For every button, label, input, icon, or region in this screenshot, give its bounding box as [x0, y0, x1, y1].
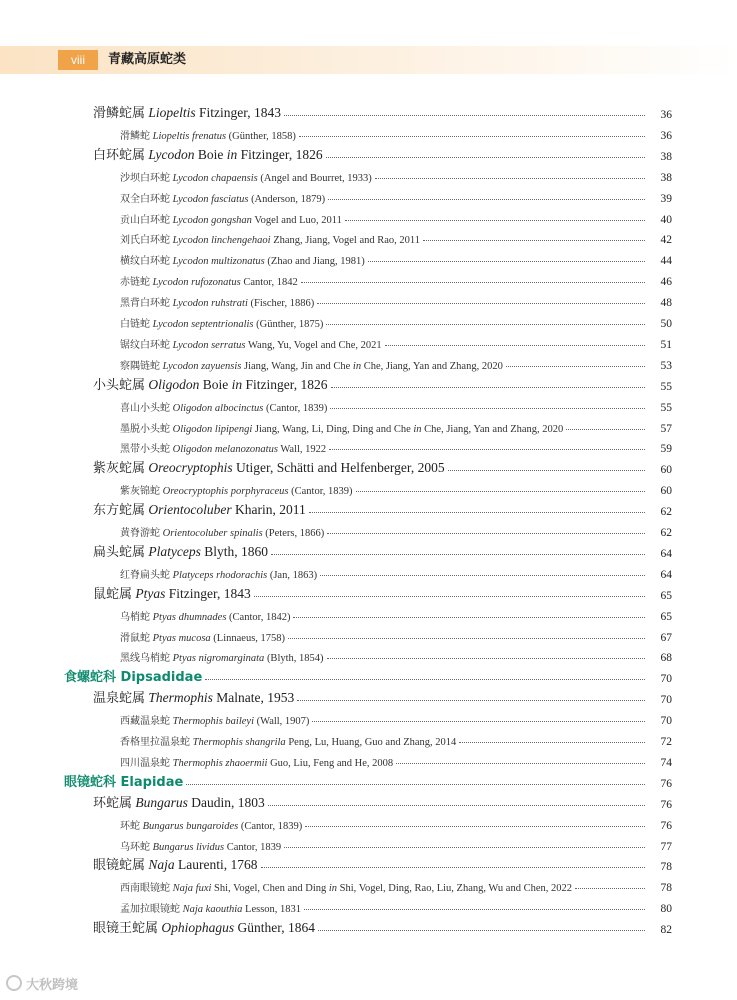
scientific-name: Orientocoluber spinalis: [162, 528, 263, 539]
entry-label: [93, 854, 258, 873]
page-ref: 80: [660, 903, 672, 916]
dot-leader: [326, 156, 645, 158]
entry-label: [120, 838, 281, 853]
authority: (Fischer, 1886): [250, 298, 315, 310]
scientific-name: Lycodon rufozonatus: [152, 277, 241, 289]
authority: Guo, Liu, Feng and He, 2008: [270, 757, 394, 769]
toc-entry-species[interactable]: [120, 267, 672, 288]
page-ref: 39: [660, 192, 672, 205]
scientific-name: Ptyas dhumnades: [152, 611, 227, 623]
toc-entry-species[interactable]: [120, 873, 672, 894]
scientific-name: Naja kaouthia: [182, 904, 243, 916]
dot-leader: [448, 469, 645, 471]
chinese-name: 眼镜蛇属: [93, 858, 146, 874]
scientific-name: Lycodon linchengehaoi: [172, 235, 271, 247]
chinese-name: 眼镜蛇科: [64, 774, 117, 790]
toc-entry-species[interactable]: [120, 163, 672, 184]
entry-label: [120, 566, 317, 581]
dot-leader: [385, 344, 645, 346]
page-ref: 74: [660, 756, 672, 769]
scientific-name: Dipsadidae: [120, 670, 203, 686]
logo-ring-icon: [6, 975, 22, 991]
authority: Daudin, 1803: [191, 794, 265, 810]
toc-entry-species[interactable]: [120, 225, 672, 246]
scientific-name: Lycodon zayuensis: [162, 360, 242, 372]
entry-label: [64, 666, 202, 685]
dot-leader: [330, 407, 645, 409]
toc-entry-species[interactable]: [120, 330, 672, 351]
page-ref: 55: [660, 380, 672, 393]
chinese-name: 紫灰蛇属: [93, 461, 146, 477]
chinese-name: 西藏温泉蛇: [120, 716, 170, 728]
page-ref: 38: [660, 171, 672, 184]
dot-leader: [309, 511, 645, 513]
chinese-name: 滑鳞蛇属: [93, 106, 146, 121]
scientific-name: Naja fuxi: [172, 883, 212, 895]
toc-entry-species[interactable]: [120, 706, 672, 727]
page-ref: 65: [660, 589, 672, 602]
chinese-name: 刘氏白环蛇: [120, 235, 170, 247]
chinese-name: 黑带小头蛇: [120, 444, 170, 456]
scientific-name: Platyceps rhodorachis: [172, 569, 268, 581]
page-ref: 64: [660, 547, 672, 560]
scientific-name: Platyceps: [148, 543, 201, 559]
authority: (Zhao and Jiang, 1981): [267, 256, 365, 268]
authority: Fitzinger, 1843: [199, 105, 281, 120]
entry-label: [93, 541, 268, 560]
entry-label: [120, 754, 393, 769]
page-number-badge: viii: [58, 50, 98, 70]
chinese-name: 喜山小头蛇: [120, 402, 170, 414]
page-ref: 77: [660, 840, 672, 853]
entry-label: [93, 687, 294, 706]
page-ref: 78: [660, 882, 672, 895]
toc-entry-genus[interactable]: [93, 915, 672, 936]
chinese-name: 温泉蛇属: [93, 691, 146, 707]
dot-leader: [566, 428, 645, 430]
dot-leader: [299, 135, 645, 137]
scientific-name: Oligodon albocinctus: [172, 402, 264, 414]
toc-entry-species[interactable]: [120, 288, 672, 309]
chinese-name: 食螺蛇科: [64, 670, 117, 686]
page-ref: 67: [660, 631, 672, 644]
chinese-name: 四川温泉蛇: [120, 757, 170, 769]
entry-label: [120, 629, 285, 644]
authority: Boie in Fitzinger, 1826: [202, 376, 328, 392]
scientific-name: Lycodon septentrionalis: [152, 319, 254, 330]
dot-leader: [317, 302, 645, 304]
toc-entry-species[interactable]: [120, 205, 672, 226]
scientific-name: Bungarus lividus: [152, 841, 225, 853]
scientific-name: Thermophis shangrila: [192, 737, 286, 748]
page-ref: 36: [660, 129, 672, 142]
scientific-name: Bungarus bungaroides: [142, 820, 239, 832]
toc-entry-genus[interactable]: [93, 581, 672, 602]
scientific-name: Orientocoluber: [148, 502, 232, 518]
page-ref: 70: [660, 715, 672, 728]
page-ref: 64: [660, 568, 672, 581]
entry-label: [120, 336, 382, 351]
dot-leader: [331, 386, 646, 388]
chinese-name: 扁头蛇属: [93, 544, 146, 560]
page-ref: 78: [660, 861, 672, 874]
entry-label: [120, 315, 323, 330]
watermark-text: 大秋跨境: [26, 977, 79, 993]
dot-leader: [320, 574, 645, 576]
authority: (Günther, 1858): [228, 130, 296, 142]
toc-entry-species[interactable]: [120, 184, 672, 205]
running-header: [0, 46, 737, 74]
scientific-name: Thermophis zhaoermii: [172, 757, 268, 769]
entry-label: [64, 771, 183, 790]
entry-label: [93, 583, 251, 602]
authority: Blyth, 1860: [204, 543, 269, 559]
toc-entry-species[interactable]: [120, 623, 672, 644]
scientific-name: Oligodon lipipengi: [172, 423, 253, 435]
authority: (Jan, 1863): [269, 569, 318, 581]
scientific-name: Liopeltis: [148, 105, 196, 120]
dot-leader: [305, 825, 645, 827]
entry-label: [120, 879, 572, 894]
toc-entry-genus[interactable]: [93, 372, 672, 393]
chinese-name: 黄脊游蛇: [120, 528, 160, 539]
toc-entry-genus[interactable]: [93, 142, 672, 163]
entry-label: [120, 524, 324, 539]
toc-entry-species[interactable]: [120, 832, 672, 853]
dot-leader: [254, 595, 645, 597]
toc-entry-species[interactable]: [120, 246, 672, 267]
entry-label: [120, 608, 290, 623]
toc-entry-genus[interactable]: [93, 685, 672, 706]
chinese-name: 锯纹白环蛇: [120, 339, 170, 351]
authority: Lesson, 1831: [245, 904, 302, 916]
toc-entry-species[interactable]: [120, 121, 672, 142]
entry-label: [93, 374, 328, 393]
chinese-name: 东方蛇属: [93, 503, 146, 519]
scientific-name: Lycodon serratus: [172, 339, 246, 351]
chinese-name: 环蛇属: [93, 795, 133, 811]
authority: (Cantor, 1839): [265, 402, 328, 414]
authority: Shi, Vogel, Chen and Ding in Shi, Vogel, Ding, Rao, Liu, Zhang, Wu and Chen, 2022: [214, 883, 572, 895]
scientific-name: Ptyas mucosa: [152, 632, 211, 644]
chinese-name: 乌环蛇: [120, 841, 150, 853]
watermark: [6, 972, 106, 994]
entry-label: [93, 917, 315, 936]
chinese-name: 白链蛇: [120, 319, 150, 330]
page-ref: 40: [660, 213, 672, 226]
dot-leader: [304, 908, 645, 910]
dot-leader: [318, 929, 645, 931]
page-ref: 76: [660, 777, 672, 790]
dot-leader: [356, 490, 645, 492]
chinese-name: 双全白环蛇: [120, 193, 170, 205]
chinese-name: 滑鼠蛇: [120, 632, 150, 644]
chinese-name: 黑背白环蛇: [120, 298, 170, 310]
scientific-name: Thermophis: [148, 690, 213, 706]
authority: Jiang, Wang, Li, Ding, Ding and Che in Che, Jiang, Yan and Zhang, 2020: [254, 423, 564, 435]
page-ref: 76: [660, 798, 672, 811]
page-ref: 38: [660, 150, 672, 163]
book-title: 青藏高原蛇类: [108, 52, 187, 67]
page-ref: 48: [660, 297, 672, 310]
chinese-name: 紫灰锦蛇: [120, 486, 160, 498]
entry-label: [120, 420, 563, 435]
dot-leader: [396, 762, 645, 764]
entry-label: [93, 457, 445, 476]
authority: Jiang, Wang, Jin and Che in Che, Jiang, Yan and Zhang, 2020: [243, 360, 503, 372]
toc-entry-species[interactable]: [120, 518, 672, 539]
dot-leader: [284, 114, 645, 116]
chinese-name: 孟加拉眼镜蛇: [120, 904, 180, 916]
page-ref: 44: [660, 255, 672, 268]
scientific-name: Lycodon fasciatus: [172, 193, 249, 205]
entry-label: [93, 792, 265, 811]
page-ref: 70: [660, 694, 672, 707]
dot-leader: [312, 720, 645, 722]
dot-leader: [297, 699, 645, 701]
entry-label: [120, 294, 314, 309]
page-ref: 62: [660, 506, 672, 519]
toc-entry-species[interactable]: [120, 476, 672, 497]
dot-leader: [506, 365, 645, 367]
authority: (Angel and Bourret, 1933): [260, 172, 372, 184]
authority: (Wall, 1907): [256, 716, 310, 728]
authority: (Cantor, 1839): [240, 820, 303, 832]
scientific-name: Lycodon multizonatus: [172, 256, 265, 268]
dot-leader: [261, 866, 645, 868]
entry-label: [120, 231, 420, 246]
toc-entry-genus[interactable]: [93, 852, 672, 873]
entry-label: [120, 482, 353, 497]
dot-leader: [575, 887, 645, 889]
toc-entry-genus[interactable]: [93, 790, 672, 811]
chinese-name: 察隅链蛇: [120, 360, 160, 372]
chinese-name: 鼠蛇属: [93, 586, 133, 602]
chinese-name: 西南眼镜蛇: [120, 883, 170, 895]
page-ref: 76: [660, 819, 672, 832]
dot-leader: [459, 741, 645, 743]
authority: Kharin, 2011: [235, 502, 306, 518]
dot-leader: [288, 637, 645, 639]
chinese-name: 黑线乌梢蛇: [120, 653, 170, 665]
toc-entry-species[interactable]: [120, 434, 672, 455]
entry-label: [120, 169, 372, 184]
page-ref: 68: [660, 652, 672, 665]
page-ref: 55: [660, 401, 672, 414]
toc-entry-species[interactable]: [120, 414, 672, 435]
dot-leader: [205, 678, 645, 680]
scientific-name: Oreocryptophis porphyraceus: [162, 486, 289, 498]
entry-label: [120, 211, 342, 226]
entry-label: [93, 499, 306, 518]
dot-leader: [268, 804, 645, 806]
entry-label: [120, 357, 503, 372]
authority: (Blyth, 1854): [266, 653, 324, 665]
entry-label: [93, 144, 323, 163]
scientific-name: Oligodon: [148, 376, 200, 392]
dot-leader: [293, 616, 645, 618]
authority: Utiger, Schätti and Helfenberger, 2005: [236, 460, 445, 476]
toc-entry-genus[interactable]: [93, 100, 672, 121]
page-ref: 57: [660, 422, 672, 435]
authority: Laurenti, 1768: [178, 857, 258, 873]
dot-leader: [284, 846, 645, 848]
authority: (Cantor, 1842): [229, 611, 291, 623]
chinese-name: 香格里拉温泉蛇: [120, 737, 190, 748]
page-ref: 36: [660, 109, 672, 121]
authority: Zhang, Jiang, Vogel and Rao, 2011: [273, 235, 421, 247]
authority: Peng, Lu, Huang, Guo and Zhang, 2014: [288, 737, 457, 748]
entry-label: [120, 817, 302, 832]
authority: Fitzinger, 1843: [168, 585, 251, 601]
entry-label: [120, 273, 298, 288]
toc-entry-genus[interactable]: [93, 455, 672, 476]
chinese-name: 赤链蛇: [120, 277, 150, 289]
toc-entry-family[interactable]: [64, 769, 672, 790]
authority: (Peters, 1866): [265, 528, 325, 539]
scientific-name: Ophiophagus: [161, 920, 235, 936]
chinese-name: 墨脱小头蛇: [120, 423, 170, 435]
scientific-name: Ptyas: [135, 585, 166, 601]
dot-leader: [328, 198, 645, 200]
chinese-name: 乌梢蛇: [120, 611, 150, 623]
scientific-name: Thermophis baileyi: [172, 716, 254, 728]
scientific-name: Lycodon gongshan: [172, 214, 252, 226]
dot-leader: [271, 553, 645, 555]
chinese-name: 横纹白环蛇: [120, 256, 170, 268]
chinese-name: 沙坝白环蛇: [120, 172, 170, 184]
authority: (Linnaeus, 1758): [213, 632, 286, 644]
dot-leader: [327, 657, 645, 659]
page-ref: 72: [660, 736, 672, 748]
scientific-name: Oreocryptophis: [148, 460, 233, 476]
toc-entry-species[interactable]: [120, 894, 672, 915]
dot-leader: [423, 239, 645, 241]
authority: Cantor, 1842: [243, 277, 298, 289]
page-ref: 82: [660, 924, 672, 937]
authority: Malnate, 1953: [216, 690, 295, 706]
entry-label: [120, 252, 365, 267]
dot-leader: [327, 532, 645, 534]
scientific-name: Naja: [148, 857, 175, 873]
authority: Cantor, 1839: [226, 841, 282, 853]
scientific-name: Ptyas nigromarginata: [172, 653, 265, 665]
page-ref: 60: [660, 485, 672, 498]
chinese-name: 眼镜王蛇属: [93, 921, 159, 937]
page-ref: 46: [660, 276, 672, 289]
scientific-name: Lycodon ruhstrati: [172, 298, 248, 310]
toc-entry-species[interactable]: [120, 748, 672, 769]
chinese-name: 滑鳞蛇: [120, 130, 150, 142]
toc-entry-species[interactable]: [120, 309, 672, 330]
chinese-name: 红脊扁头蛇: [120, 569, 170, 581]
entry-label: [120, 649, 324, 664]
authority: (Günther, 1875): [256, 319, 324, 330]
toc-entry-species[interactable]: [120, 393, 672, 414]
toc-entry-species[interactable]: [120, 560, 672, 581]
chinese-name: 环蛇: [120, 820, 140, 832]
page-ref: 70: [660, 673, 672, 686]
dot-leader: [329, 448, 645, 450]
entry-label: [120, 399, 327, 414]
page-ref: 42: [660, 234, 672, 247]
toc-entry-genus[interactable]: [93, 539, 672, 560]
toc-entry-species[interactable]: [120, 727, 672, 748]
dot-leader: [375, 177, 645, 179]
scientific-name: Bungarus: [135, 794, 188, 810]
dot-leader: [301, 281, 645, 283]
toc-entry-species[interactable]: [120, 811, 672, 832]
page-ref: 60: [660, 464, 672, 477]
entry-label: [120, 127, 296, 142]
authority: Boie in Fitzinger, 1826: [197, 146, 323, 162]
scientific-name: Elapidae: [120, 774, 184, 790]
toc-entry-genus[interactable]: [93, 497, 672, 518]
toc-entry-species[interactable]: [120, 602, 672, 623]
entry-label: [120, 733, 456, 748]
authority: (Anderson, 1879): [251, 193, 326, 205]
chinese-name: 贡山白环蛇: [120, 214, 170, 226]
page-ref: 53: [660, 359, 672, 372]
toc-entry-species[interactable]: [120, 643, 672, 664]
scientific-name: Lycodon: [148, 146, 195, 162]
entry-label: [120, 440, 326, 455]
dot-leader: [345, 219, 645, 221]
authority: Vogel and Luo, 2011: [254, 214, 342, 226]
dot-leader: [368, 260, 645, 262]
scientific-name: Oligodon melanozonatus: [172, 444, 278, 456]
page-ref: 62: [660, 527, 672, 539]
scientific-name: Lycodon chapaensis: [172, 172, 258, 184]
toc-entry-species[interactable]: [120, 351, 672, 372]
authority: Wall, 1922: [280, 444, 327, 456]
scientific-name: Liopeltis frenatus: [152, 130, 227, 142]
authority: (Cantor, 1839): [291, 486, 353, 498]
chinese-name: 小头蛇属: [93, 377, 146, 393]
entry-label: [93, 102, 281, 121]
page-ref: 50: [660, 318, 672, 330]
entry-label: [120, 900, 301, 915]
entry-label: [120, 712, 309, 727]
chinese-name: 白环蛇属: [93, 147, 146, 163]
entry-label: [120, 190, 325, 205]
dot-leader: [326, 323, 645, 325]
dot-leader: [186, 783, 645, 785]
page-ref: 65: [660, 610, 672, 623]
page-ref: 59: [660, 443, 672, 456]
authority: Wang, Yu, Vogel and Che, 2021: [247, 339, 382, 351]
toc-entry-family[interactable]: [64, 664, 672, 685]
page-ref: 51: [660, 338, 672, 351]
authority: Günther, 1864: [237, 920, 315, 936]
